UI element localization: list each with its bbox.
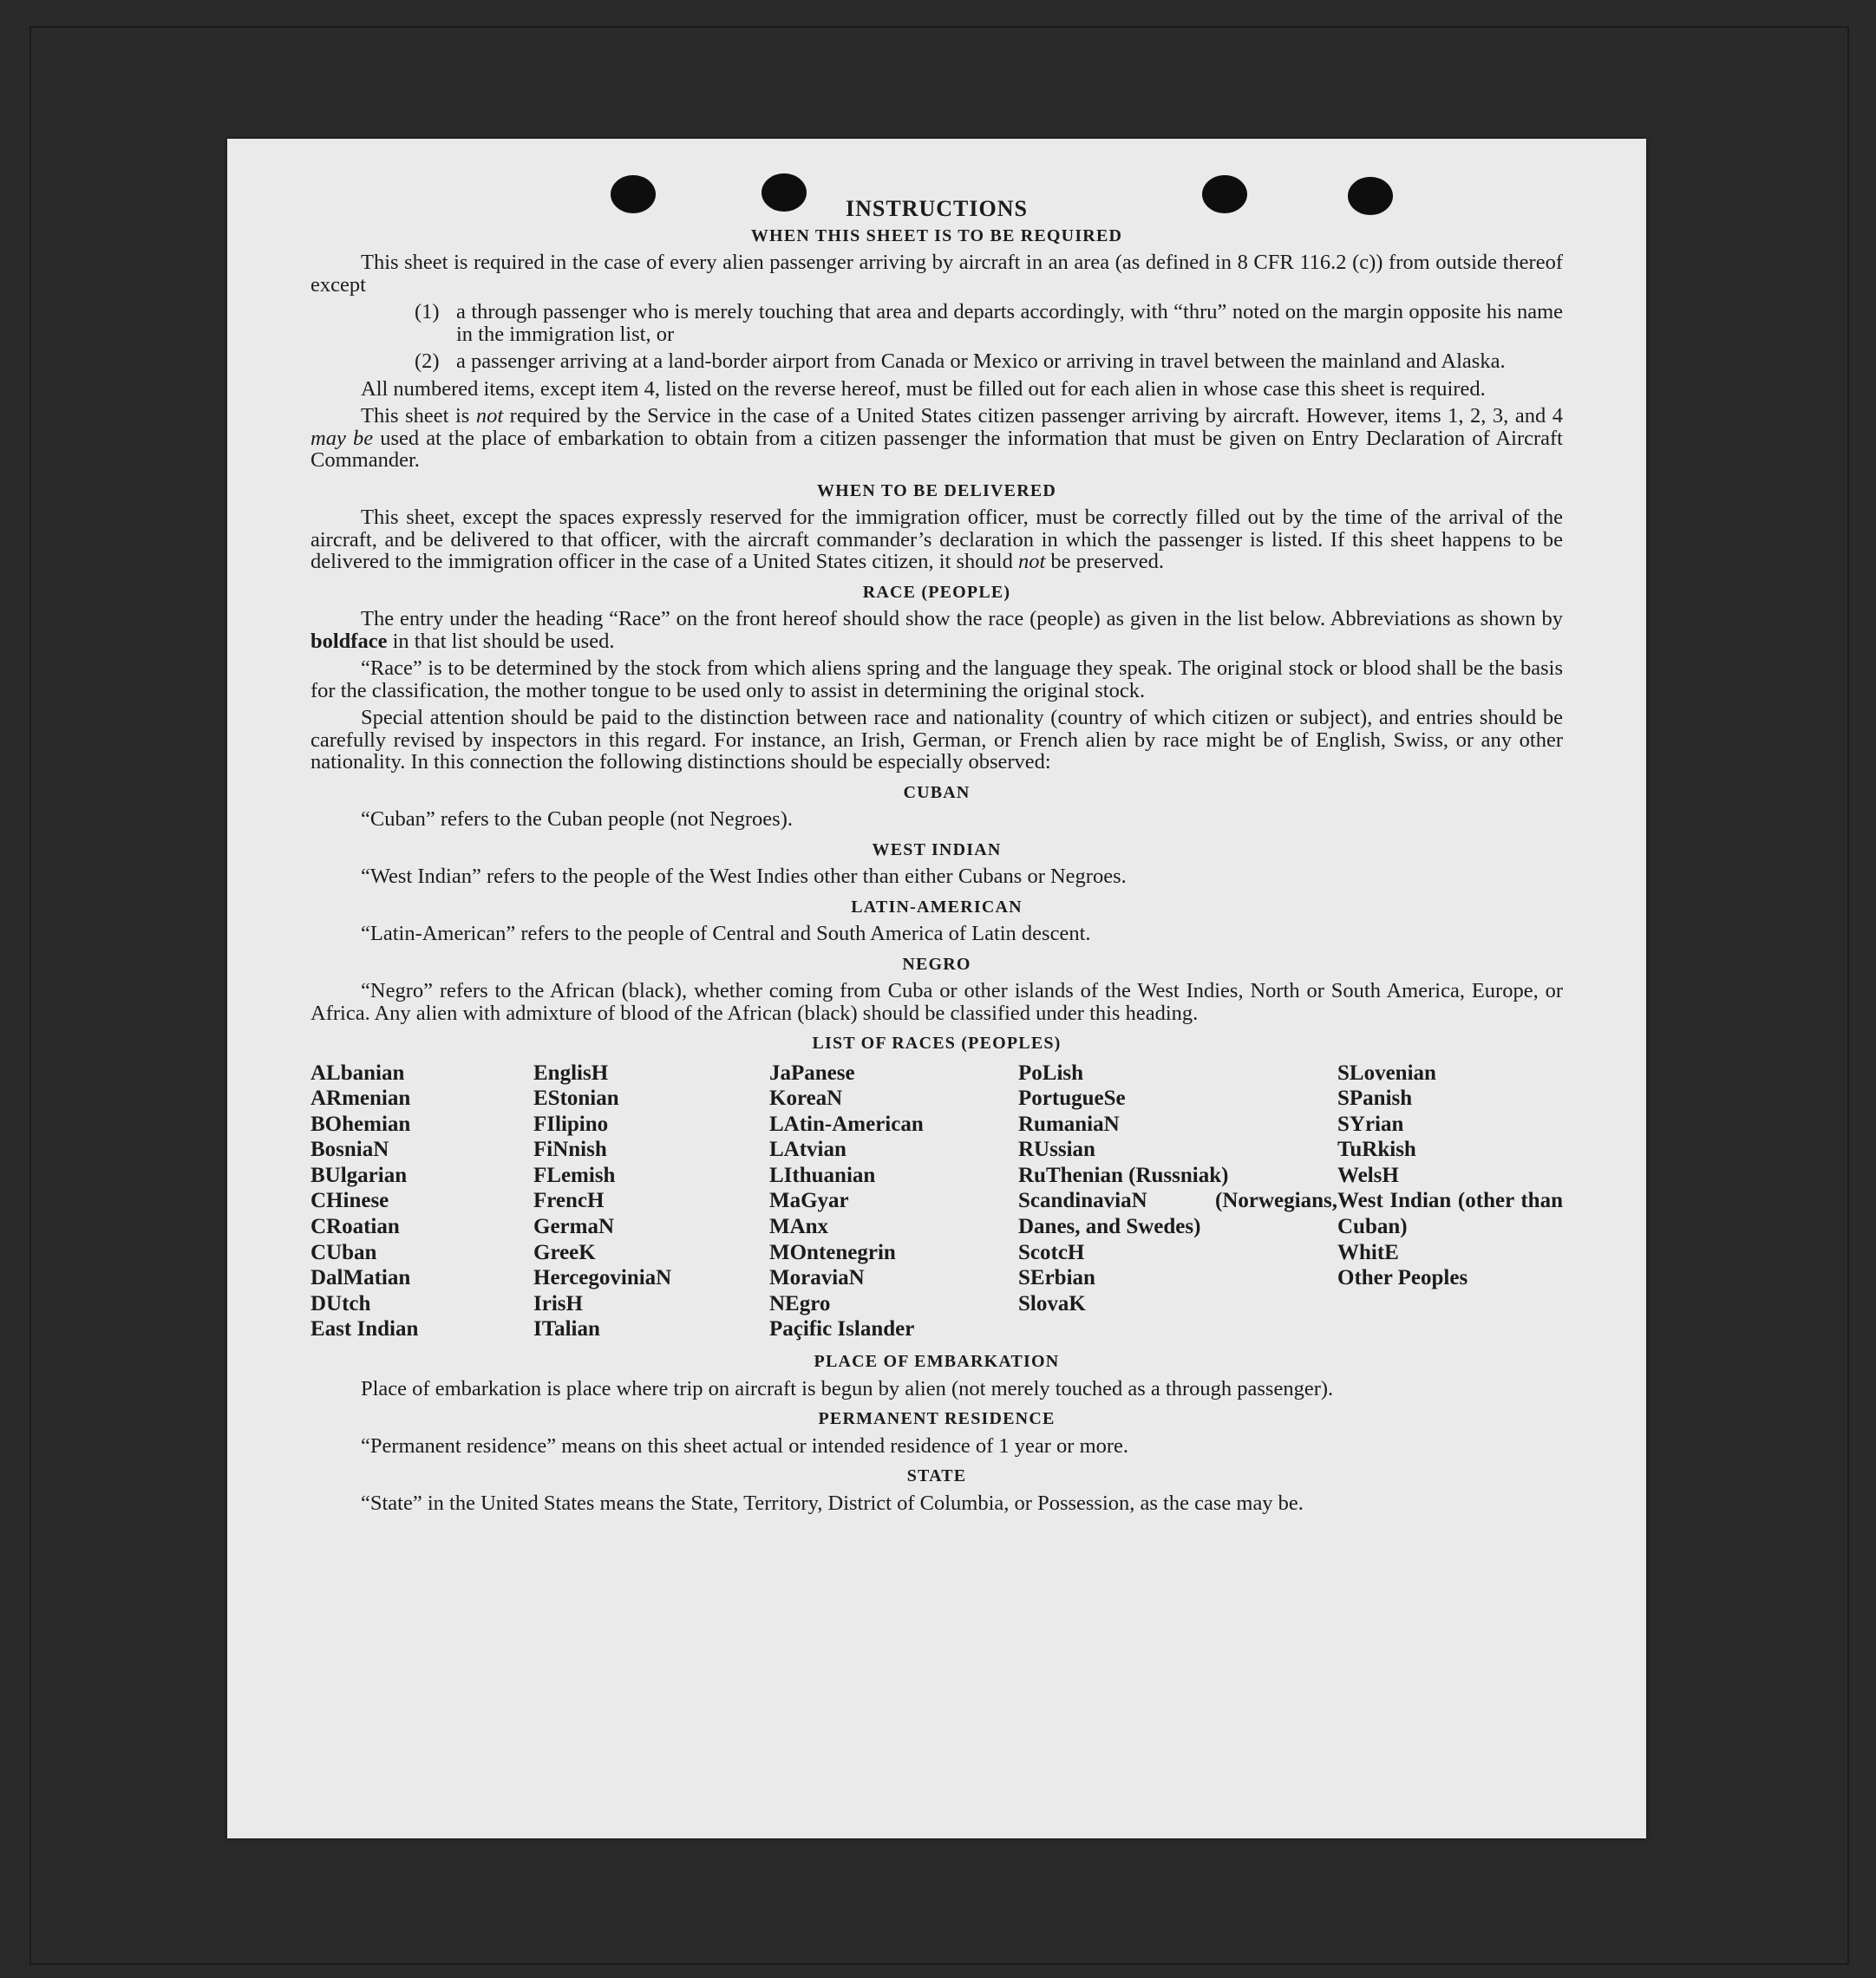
paragraph: This sheet is required in the case of every alien passenger arriving by aircraft in an area (as defined in 8 CFR 116.2 (c)) from outside thereof except (310, 251, 1563, 297)
paragraph: Special attention should be paid to the distinction between race and nationality (country of which citizen or subject), and entries should be carefully revised by inspectors in this regard. For instance, an Irish, German, or French alien by race might be of English, Swiss, or any other nationality. In this connection the following distinctions should be especially observed: (310, 706, 1563, 774)
item-number: (2) (415, 349, 440, 373)
race-entry: SPanish (1337, 1087, 1413, 1111)
race-entry: WelsH (1337, 1163, 1399, 1187)
heading-negro: NEGRO (902, 954, 971, 974)
italic-run: not (1017, 550, 1046, 573)
race-entry: MOntenegrin (769, 1240, 896, 1264)
definition-text: “West Indian” refers to the people of the West Indies other than either Cubans or Negroes. (361, 865, 1127, 888)
item-text: a passenger arriving at a land-border airport from Canada or Mexico or arriving in travel between the mainland and Alaska. (456, 349, 1506, 373)
race-entry: BosniaN (310, 1138, 389, 1162)
definition-text: “Latin-American” refers to the people of Central and South America of Latin descent. (361, 922, 1091, 945)
race-entry: RUssian (1018, 1138, 1095, 1162)
race-entry: LIthuanian (769, 1163, 876, 1187)
text-run: This sheet is (361, 404, 476, 428)
races-column (1018, 1061, 1337, 1343)
race-entry: FIlipino (533, 1112, 609, 1136)
race-entry: ARmenian (310, 1087, 411, 1111)
document-page (227, 139, 1646, 1838)
paragraph: Place of embarkation is place where trip on aircraft is begun by alien (not merely touched as a through passenger). (361, 1376, 1334, 1400)
bold-run: boldface (310, 629, 388, 653)
race-entry: LAtvian (769, 1138, 846, 1162)
race-entry: CHinese (310, 1189, 389, 1213)
race-entry: PoLish (1018, 1061, 1084, 1085)
race-entry: MoraviaN (769, 1266, 865, 1290)
race-entry: SlovaK (1018, 1291, 1086, 1315)
races-column (1337, 1061, 1563, 1343)
paragraph: “Race” is to be determined by the stock from which aliens spring and the language they speak. The original stock or blood shall be the basis for the classification, the mother tongue to be used only to assist in determining the original stock. (310, 656, 1563, 702)
race-entry: SLovenian (1337, 1061, 1436, 1085)
race-entry: CUban (310, 1240, 377, 1264)
race-entry: CRoatian (310, 1215, 400, 1239)
race-entry: WhitE (1337, 1240, 1399, 1264)
races-list (310, 1061, 1563, 1343)
race-entry: Paçific Islander (769, 1317, 915, 1342)
heading-west-indian: WEST INDIAN (872, 839, 1002, 859)
paragraph: “Negro” refers to the African (black), whether coming from Cuba or other islands of the West Indies, North or South America, Europe, or Africa. Any alien with admixture of blood of the African (black) should be classified under this heading. (310, 979, 1563, 1025)
race-entry: NEgro (769, 1291, 831, 1315)
text-run: be preserved. (1045, 550, 1165, 573)
list-item (415, 301, 1563, 345)
heading-embarkation: PLACE OF EMBARKATION (814, 1352, 1060, 1372)
race-entry: RuThenian (Russniak) (1018, 1163, 1229, 1187)
italic-run: not (475, 404, 504, 428)
race-entry: TuRkish (1337, 1138, 1416, 1162)
race-entry: FLemish (533, 1163, 616, 1187)
race-entry: ITalian (533, 1317, 600, 1342)
race-entry: GermaN (533, 1215, 615, 1239)
race-entry: ALbanian (310, 1061, 405, 1085)
races-column (533, 1061, 769, 1343)
race-entry: MaGyar (769, 1189, 849, 1213)
race-entry: JaPanese (769, 1061, 855, 1085)
race-entry: LAtin-American (769, 1112, 924, 1136)
race-entry: IrisH (533, 1291, 583, 1315)
race-entry: EnglisH (533, 1061, 609, 1085)
race-entry: PortugueSe (1018, 1087, 1126, 1111)
item-text: a through passenger who is merely touching that area and departs accordingly, with “thru” noted on the margin opposite his name in the immigration list, or (456, 300, 1563, 346)
heading-state: STATE (906, 1466, 967, 1486)
item-number: (1) (415, 300, 440, 323)
heading-when-delivered: WHEN TO BE DELIVERED (816, 480, 1057, 500)
heading-when-required: WHEN THIS SHEET IS TO BE REQUIRED (750, 225, 1123, 245)
text-run: This sheet, except the spaces expressly reserved for the immigration officer, must be correctly filled out by the time of the arrival of the aircraft, and be delivered to that officer, with the aircraft commander’s declaration in which the passenger is listed. If this sheet happens to be delivered to the immigration officer in the case of a United States citizen, it should (310, 506, 1563, 573)
heading-latin-american: LATIN-AMERICAN (851, 897, 1023, 917)
heading-permanent-residence: PERMANENT RESIDENCE (818, 1409, 1056, 1429)
race-entry: DalMatian (310, 1266, 411, 1290)
race-entry: RumaniaN (1018, 1112, 1120, 1136)
document-body (310, 198, 1563, 1519)
text-run: required by the Service in the case of a United States citizen passenger arriving by aircraft. However, items 1, 2, 3, and 4 (503, 404, 1563, 428)
race-entry: HercegoviniaN (533, 1266, 672, 1290)
paragraph (310, 405, 1563, 472)
paragraph: All numbered items, except item 4, listed on the reverse hereof, must be filled out for each alien in whose case this sheet is required. (361, 376, 1486, 401)
race-entry: SYrian (1337, 1112, 1404, 1136)
text-run: The entry under the heading “Race” on the front hereof should show the race (people) as given in the list below. Abbreviations as shown by (361, 607, 1563, 630)
race-entry: ScotcH (1018, 1240, 1085, 1264)
text-run: used at the place of embarkation to obtain from a citizen passenger the information that must be given on Entry Declaration of Aircraft Commander. (310, 426, 1563, 472)
italic-run: may be (310, 426, 374, 450)
race-entry: SErbian (1018, 1266, 1095, 1290)
race-entry: BUlgarian (310, 1163, 408, 1187)
race-entry: GreeK (533, 1240, 596, 1264)
races-column (310, 1061, 533, 1343)
race-entry: DUtch (310, 1291, 371, 1315)
race-entry: FiNnish (533, 1138, 607, 1162)
race-entry: FrencH (533, 1189, 605, 1213)
paragraph (310, 608, 1563, 652)
race-entry: West Indian (other than Cuban) (1337, 1189, 1563, 1239)
races-column (769, 1061, 1018, 1343)
paragraph (310, 506, 1563, 573)
heading-list-of-races: LIST OF RACES (PEOPLES) (812, 1034, 1062, 1053)
race-entry: MAnx (769, 1215, 829, 1239)
race-entry: EStonian (533, 1087, 619, 1111)
heading-cuban: CUBAN (903, 782, 971, 802)
race-entry: KoreaN (769, 1087, 843, 1111)
paragraph: “State” in the United States means the State, Territory, District of Columbia, or Possession, as the case may be. (361, 1491, 1304, 1515)
definition-text: “Permanent residence” means on this sheet actual or intended residence of 1 year or more. (361, 1433, 1129, 1458)
document-title: INSTRUCTIONS (846, 196, 1028, 221)
race-entry: Other Peoples (1337, 1266, 1468, 1290)
text-run: in that list should be used. (387, 629, 615, 653)
race-entry: BOhemian (310, 1112, 411, 1136)
list-item (415, 350, 1563, 373)
race-entry: ScandinaviaN (Norwegians, Danes, and Swedes) (1018, 1189, 1337, 1239)
heading-race: RACE (PEOPLE) (862, 582, 1011, 602)
race-entry: East Indian (310, 1317, 419, 1342)
definition-text: “Cuban” refers to the Cuban people (not Negroes). (361, 807, 793, 831)
